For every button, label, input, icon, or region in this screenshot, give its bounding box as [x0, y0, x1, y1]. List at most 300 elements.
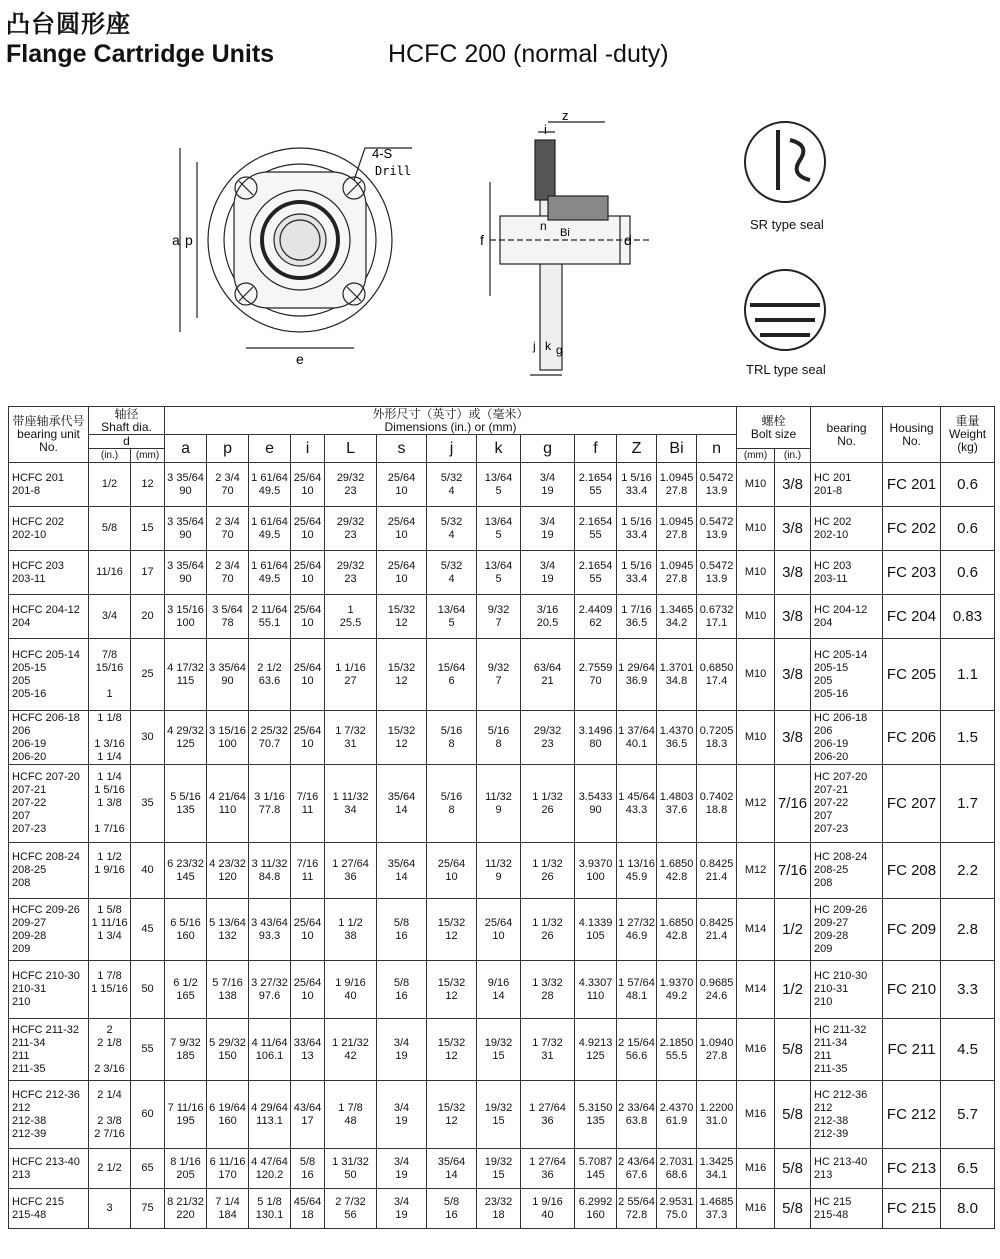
dim-i: 5/8 16 [291, 1149, 325, 1189]
shaft-mm: 12 [131, 463, 165, 507]
bearing-number: HC 209-26 209-27 209-28 209 [811, 899, 883, 961]
dim-n: 1.4685 37.3 [697, 1189, 737, 1229]
dim-k: 13/64 5 [477, 507, 521, 551]
housing-number: FC 205 [883, 639, 941, 711]
bearing-number: HC 208-24 208-25 208 [811, 843, 883, 899]
dim-p: 6 11/16 170 [207, 1149, 249, 1189]
front-view [180, 148, 412, 348]
weight-value: 1.7 [941, 765, 995, 843]
dim-f: 2.7559 70 [575, 639, 617, 711]
dim-l: 1 27/64 36 [325, 843, 377, 899]
dim-p: 5 13/64 132 [207, 899, 249, 961]
unit-number: HCFC 201 201-8 [9, 463, 89, 507]
dim-j: 15/32 12 [427, 1019, 477, 1081]
dim-p: 2 3/4 70 [207, 507, 249, 551]
dim-l: 29/32 23 [325, 551, 377, 595]
dim-n: 0.8425 21.4 [697, 843, 737, 899]
shaft-mm: 75 [131, 1189, 165, 1229]
dim-g: 3/4 19 [521, 551, 575, 595]
dim-a: 8 21/32 220 [165, 1189, 207, 1229]
dim-l: 1 31/32 50 [325, 1149, 377, 1189]
dim-i: 7/16 11 [291, 843, 325, 899]
bearing-number: HC 202 202-10 [811, 507, 883, 551]
dim-n: 0.5472 13.9 [697, 463, 737, 507]
housing-number: FC 208 [883, 843, 941, 899]
shaft-mm: 55 [131, 1019, 165, 1081]
weight-value: 0.6 [941, 551, 995, 595]
shaft-in: 7/8 15/16 1 [89, 639, 131, 711]
bolt-mm: M10 [737, 507, 775, 551]
model-series: HCFC 200 (normal -duty) [388, 40, 669, 68]
shaft-mm: 20 [131, 595, 165, 639]
dim-f: 2.4409 62 [575, 595, 617, 639]
dim-k: 11/32 9 [477, 843, 521, 899]
technical-drawing [150, 100, 850, 390]
dim-k: 19/32 15 [477, 1149, 521, 1189]
bolt-mm: M10 [737, 551, 775, 595]
dim-s: 35/64 14 [377, 843, 427, 899]
dim-e: 2 1/2 63.6 [249, 639, 291, 711]
dim-z: 1 37/64 40.1 [617, 711, 657, 765]
dim-f: 3.9370 100 [575, 843, 617, 899]
bolt-mm: M12 [737, 765, 775, 843]
dim-p: 7 1/4 184 [207, 1189, 249, 1229]
dim-n: 0.9685 24.6 [697, 961, 737, 1019]
dim-z: 2 43/64 67.6 [617, 1149, 657, 1189]
dim-n: 0.7205 18.3 [697, 711, 737, 765]
shaft-in: 5/8 [89, 507, 131, 551]
unit-number: HCFC 207-20 207-21 207-22 207 207-23 [9, 765, 89, 843]
dim-e: 1 61/64 49.5 [249, 463, 291, 507]
bearing-number: HC 211-32 211-34 211 211-35 [811, 1019, 883, 1081]
table-row [9, 961, 995, 1019]
shaft-in: 3 [89, 1189, 131, 1229]
dim-g: 1 1/32 26 [521, 765, 575, 843]
col-header-p: p [207, 435, 249, 463]
table-row [9, 1149, 995, 1189]
dim-z: 1 7/16 36.5 [617, 595, 657, 639]
dim-n: 1.3425 34.1 [697, 1149, 737, 1189]
shaft-mm: 45 [131, 899, 165, 961]
dim-p: 2 3/4 70 [207, 551, 249, 595]
dim-i: 25/64 10 [291, 899, 325, 961]
bolt-in: 3/8 [775, 507, 811, 551]
housing-number: FC 201 [883, 463, 941, 507]
housing-number: FC 215 [883, 1189, 941, 1229]
label-p: p [185, 232, 193, 248]
dim-p: 2 3/4 70 [207, 463, 249, 507]
table-row [9, 1189, 995, 1229]
dim-n: 0.6850 17.4 [697, 639, 737, 711]
col-header-z: Z [617, 435, 657, 463]
shaft-in: 2 1/4 2 3/8 2 7/16 [89, 1081, 131, 1149]
dim-n: 1.0940 27.8 [697, 1019, 737, 1081]
bolt-in: 7/16 [775, 843, 811, 899]
unit-number: HCFC 204-12 204 [9, 595, 89, 639]
dim-z: 1 29/64 36.9 [617, 639, 657, 711]
bolt-in-label: (in.) [775, 449, 811, 463]
dim-s: 15/32 12 [377, 595, 427, 639]
bolt-mm: M10 [737, 711, 775, 765]
table-row [9, 551, 995, 595]
bolt-header: 螺栓 Bolt size [737, 407, 811, 449]
dim-i: 33/64 13 [291, 1019, 325, 1081]
dim-i: 43/64 17 [291, 1081, 325, 1149]
bolt-mm: M10 [737, 595, 775, 639]
dim-bi: 1.0945 27.8 [657, 507, 697, 551]
bolt-in: 1/2 [775, 961, 811, 1019]
trl-seal-label: TRL type seal [746, 362, 826, 377]
dim-l: 1 11/32 34 [325, 765, 377, 843]
shaft-in: 1 5/8 1 11/16 1 3/4 [89, 899, 131, 961]
col-header-e: e [249, 435, 291, 463]
weight-value: 6.5 [941, 1149, 995, 1189]
unit-number: HCFC 210-30 210-31 210 [9, 961, 89, 1019]
label-k: k [545, 339, 551, 353]
dim-f: 2.1654 55 [575, 551, 617, 595]
label-bi: Bi [560, 227, 570, 239]
dim-a: 6 1/2 165 [165, 961, 207, 1019]
col-header-s: s [377, 435, 427, 463]
shaft-in: 1 1/8 1 3/16 1 1/4 [89, 711, 131, 765]
dim-s: 25/64 10 [377, 551, 427, 595]
bolt-in: 3/8 [775, 463, 811, 507]
side-view [490, 122, 650, 375]
dim-f: 4.1339 105 [575, 899, 617, 961]
housing-number: FC 212 [883, 1081, 941, 1149]
dim-a: 6 5/16 160 [165, 899, 207, 961]
bolt-in: 5/8 [775, 1081, 811, 1149]
dim-a: 3 35/64 90 [165, 551, 207, 595]
table-row [9, 507, 995, 551]
dim-g: 1 9/16 40 [521, 1189, 575, 1229]
shaft-mm: 15 [131, 507, 165, 551]
dim-bi: 1.4803 37.6 [657, 765, 697, 843]
bolt-in: 1/2 [775, 899, 811, 961]
bolt-mm: M14 [737, 961, 775, 1019]
dim-g: 63/64 21 [521, 639, 575, 711]
dim-g: 1 3/32 28 [521, 961, 575, 1019]
dim-bi: 1.3701 34.8 [657, 639, 697, 711]
shaft-mm: 40 [131, 843, 165, 899]
dim-f: 5.3150 135 [575, 1081, 617, 1149]
unit-number: HCFC 208-24 208-25 208 [9, 843, 89, 899]
dim-z: 2 15/64 56.6 [617, 1019, 657, 1081]
bolt-mm: M14 [737, 899, 775, 961]
table-row [9, 899, 995, 961]
col-header-j: j [427, 435, 477, 463]
shaft-in-label: (in.) [89, 449, 131, 463]
label-f: f [480, 232, 484, 248]
dim-n: 0.6732 17.1 [697, 595, 737, 639]
housing-header: Housing No. [883, 407, 941, 463]
dim-p: 5 29/32 150 [207, 1019, 249, 1081]
shaft-mm: 30 [131, 711, 165, 765]
bolt-mm: M10 [737, 639, 775, 711]
dim-a: 3 15/16 100 [165, 595, 207, 639]
unit-number: HCFC 212-36 212 212-38 212-39 [9, 1081, 89, 1149]
dim-z: 2 55/64 72.8 [617, 1189, 657, 1229]
dim-n: 0.7402 18.8 [697, 765, 737, 843]
dim-f: 2.1654 55 [575, 463, 617, 507]
shaft-in: 2 1/2 [89, 1149, 131, 1189]
housing-number: FC 204 [883, 595, 941, 639]
bearing-number: HC 205-14 205-15 205 205-16 [811, 639, 883, 711]
dim-s: 25/64 10 [377, 463, 427, 507]
dim-k: 23/32 18 [477, 1189, 521, 1229]
dim-f: 3.1496 80 [575, 711, 617, 765]
dim-j: 5/32 4 [427, 463, 477, 507]
dim-p: 6 19/64 160 [207, 1081, 249, 1149]
dim-j: 25/64 10 [427, 843, 477, 899]
dim-z: 1 5/16 33.4 [617, 463, 657, 507]
dim-a: 5 5/16 135 [165, 765, 207, 843]
dim-l: 1 1/16 27 [325, 639, 377, 711]
dim-bi: 1.6850 42.8 [657, 899, 697, 961]
dim-i: 25/64 10 [291, 507, 325, 551]
shaft-in: 1 1/4 1 5/16 1 3/8 1 7/16 [89, 765, 131, 843]
shaft-mm: 60 [131, 1081, 165, 1149]
dim-k: 11/32 9 [477, 765, 521, 843]
dim-z: 1 5/16 33.4 [617, 507, 657, 551]
weight-header: 重量 Weight (kg) [941, 407, 995, 463]
dim-a: 3 35/64 90 [165, 507, 207, 551]
weight-value: 8.0 [941, 1189, 995, 1229]
bolt-mm: M16 [737, 1019, 775, 1081]
title-chinese: 凸台圆形座 [6, 11, 131, 38]
bearing-number: HC 203 203-11 [811, 551, 883, 595]
dim-s: 3/4 19 [377, 1081, 427, 1149]
dim-j: 5/8 16 [427, 1189, 477, 1229]
dim-g: 3/4 19 [521, 463, 575, 507]
dim-bi: 1.0945 27.8 [657, 551, 697, 595]
dim-l: 2 7/32 56 [325, 1189, 377, 1229]
unit-number: HCFC 211-32 211-34 211 211-35 [9, 1019, 89, 1081]
dim-i: 25/64 10 [291, 639, 325, 711]
unit-number: HCFC 213-40 213 [9, 1149, 89, 1189]
shaft-mm: 50 [131, 961, 165, 1019]
col-header-l: L [325, 435, 377, 463]
shaft-in: 1/2 [89, 463, 131, 507]
dim-a: 4 17/32 115 [165, 639, 207, 711]
shaft-in: 1 7/8 1 15/16 [89, 961, 131, 1019]
dim-j: 5/32 4 [427, 551, 477, 595]
dim-bi: 2.4370 61.9 [657, 1081, 697, 1149]
dim-f: 4.3307 110 [575, 961, 617, 1019]
dim-k: 13/64 5 [477, 551, 521, 595]
dim-i: 45/64 18 [291, 1189, 325, 1229]
bolt-in: 5/8 [775, 1189, 811, 1229]
table-row [9, 463, 995, 507]
weight-value: 4.5 [941, 1019, 995, 1081]
dim-l: 29/32 23 [325, 507, 377, 551]
dim-n: 0.5472 13.9 [697, 507, 737, 551]
unit-number: HCFC 209-26 209-27 209-28 209 [9, 899, 89, 961]
dim-p: 4 23/32 120 [207, 843, 249, 899]
dim-l: 1 25.5 [325, 595, 377, 639]
col-header-f: f [575, 435, 617, 463]
col-header-k: k [477, 435, 521, 463]
dim-a: 7 9/32 185 [165, 1019, 207, 1081]
dim-e: 4 11/64 106.1 [249, 1019, 291, 1081]
bearing-number: HC 201 201-8 [811, 463, 883, 507]
housing-number: FC 211 [883, 1019, 941, 1081]
weight-value: 2.2 [941, 843, 995, 899]
dim-e: 1 61/64 49.5 [249, 551, 291, 595]
dim-l: 1 7/32 31 [325, 711, 377, 765]
dim-j: 35/64 14 [427, 1149, 477, 1189]
dim-s: 3/4 19 [377, 1189, 427, 1229]
label-d: d [624, 232, 632, 248]
dim-e: 4 47/64 120.2 [249, 1149, 291, 1189]
dim-bi: 2.1850 55.5 [657, 1019, 697, 1081]
dim-j: 5/16 8 [427, 711, 477, 765]
dim-i: 25/64 10 [291, 711, 325, 765]
dims-header: 外形尺寸（英寸）或（毫米） Dimensions (in.) or (mm) [165, 407, 737, 435]
dim-g: 1 27/64 36 [521, 1081, 575, 1149]
label-g: g [556, 343, 563, 357]
dim-n: 0.5472 13.9 [697, 551, 737, 595]
dim-a: 7 11/16 195 [165, 1081, 207, 1149]
dim-g: 1 7/32 31 [521, 1019, 575, 1081]
dim-k: 25/64 10 [477, 899, 521, 961]
dim-bi: 1.0945 27.8 [657, 463, 697, 507]
label-a: a [172, 232, 180, 248]
shaft-in: 3/4 [89, 595, 131, 639]
bolt-in: 3/8 [775, 639, 811, 711]
dim-n: 1.2200 31.0 [697, 1081, 737, 1149]
dim-j: 15/32 12 [427, 961, 477, 1019]
dim-g: 3/16 20.5 [521, 595, 575, 639]
bolt-mm-label: (mm) [737, 449, 775, 463]
dim-bi: 1.4370 36.5 [657, 711, 697, 765]
dim-s: 35/64 14 [377, 765, 427, 843]
table-row [9, 639, 995, 711]
dim-k: 9/32 7 [477, 595, 521, 639]
dim-l: 1 9/16 40 [325, 961, 377, 1019]
shaft-in: 1 1/2 1 9/16 [89, 843, 131, 899]
dim-z: 1 45/64 43.3 [617, 765, 657, 843]
dim-a: 6 23/32 145 [165, 843, 207, 899]
bearing-number: HC 210-30 210-31 210 [811, 961, 883, 1019]
shaft-mm: 65 [131, 1149, 165, 1189]
dim-a: 4 29/32 125 [165, 711, 207, 765]
weight-value: 1.1 [941, 639, 995, 711]
dim-z: 1 5/16 33.4 [617, 551, 657, 595]
dim-n: 0.8425 21.4 [697, 899, 737, 961]
bolt-in: 7/16 [775, 765, 811, 843]
housing-number: FC 209 [883, 899, 941, 961]
bearing-number: HC 206-18 206 206-19 206-20 [811, 711, 883, 765]
dim-p: 3 15/16 100 [207, 711, 249, 765]
shaft-in: 2 2 1/8 2 3/16 [89, 1019, 131, 1081]
dim-e: 2 25/32 70.7 [249, 711, 291, 765]
shaft-header: 轴径 Shaft dia. [89, 407, 165, 435]
dim-f: 5.7087 145 [575, 1149, 617, 1189]
label-z: z [562, 108, 569, 123]
shaft-mm: 35 [131, 765, 165, 843]
shaft-mm-label: (mm) [131, 449, 165, 463]
dim-g: 1 27/64 36 [521, 1149, 575, 1189]
dim-k: 9/16 14 [477, 961, 521, 1019]
shaft-in: 11/16 [89, 551, 131, 595]
dim-s: 15/32 12 [377, 711, 427, 765]
dim-a: 3 35/64 90 [165, 463, 207, 507]
dim-i: 25/64 10 [291, 595, 325, 639]
dim-l: 1 1/2 38 [325, 899, 377, 961]
unit-number: HCFC 206-18 206 206-19 206-20 [9, 711, 89, 765]
weight-value: 0.6 [941, 463, 995, 507]
dim-e: 3 11/32 84.8 [249, 843, 291, 899]
bolt-in: 3/8 [775, 551, 811, 595]
bolt-in: 5/8 [775, 1019, 811, 1081]
title-english: Flange Cartridge Units [6, 40, 275, 68]
dim-f: 4.9213 125 [575, 1019, 617, 1081]
sr-seal-label: SR type seal [750, 217, 824, 232]
weight-value: 0.83 [941, 595, 995, 639]
unit-header: 带座轴承代号 bearing unit No. [9, 407, 89, 463]
dim-p: 4 21/64 110 [207, 765, 249, 843]
table-row [9, 843, 995, 899]
dim-j: 15/32 12 [427, 1081, 477, 1149]
dim-bi: 1.6850 42.8 [657, 843, 697, 899]
weight-value: 2.8 [941, 899, 995, 961]
bearing-number: HC 204-12 204 [811, 595, 883, 639]
table-row [9, 1019, 995, 1081]
bolt-mm: M16 [737, 1081, 775, 1149]
dimensions-table [8, 406, 995, 1229]
dim-z: 1 27/32 46.9 [617, 899, 657, 961]
col-header-bi: Bi [657, 435, 697, 463]
housing-number: FC 210 [883, 961, 941, 1019]
table-row [9, 595, 995, 639]
dim-k: 5/16 8 [477, 711, 521, 765]
shaft-d-label: d [89, 435, 165, 449]
unit-number: HCFC 205-14 205-15 205 205-16 [9, 639, 89, 711]
dim-bi: 2.9531 75.0 [657, 1189, 697, 1229]
label-j: j [533, 339, 536, 353]
dim-e: 5 1/8 130.1 [249, 1189, 291, 1229]
dim-l: 1 7/8 48 [325, 1081, 377, 1149]
bearing-number: HC 207-20 207-21 207-22 207 207-23 [811, 765, 883, 843]
dim-j: 5/32 4 [427, 507, 477, 551]
housing-number: FC 206 [883, 711, 941, 765]
weight-value: 1.5 [941, 711, 995, 765]
dim-s: 3/4 19 [377, 1019, 427, 1081]
label-drill: Drill [375, 164, 412, 178]
bearing-number: HC 215 215-48 [811, 1189, 883, 1229]
dim-k: 13/64 5 [477, 463, 521, 507]
dim-g: 1 1/32 26 [521, 899, 575, 961]
bearing-number: HC 213-40 213 [811, 1149, 883, 1189]
dim-e: 3 43/64 93.3 [249, 899, 291, 961]
trl-seal-icon [745, 270, 825, 350]
dim-a: 8 1/16 205 [165, 1149, 207, 1189]
bolt-mm: M12 [737, 843, 775, 899]
bearing-header: bearing No. [811, 407, 883, 463]
col-header-n: n [697, 435, 737, 463]
sr-seal-icon [745, 122, 825, 202]
weight-value: 5.7 [941, 1081, 995, 1149]
dim-s: 5/8 16 [377, 961, 427, 1019]
dim-e: 3 1/16 77.8 [249, 765, 291, 843]
bolt-mm: M10 [737, 463, 775, 507]
shaft-mm: 17 [131, 551, 165, 595]
bolt-mm: M16 [737, 1189, 775, 1229]
weight-value: 0.6 [941, 507, 995, 551]
dim-g: 1 1/32 26 [521, 843, 575, 899]
label-holes: 4-S [372, 146, 393, 161]
